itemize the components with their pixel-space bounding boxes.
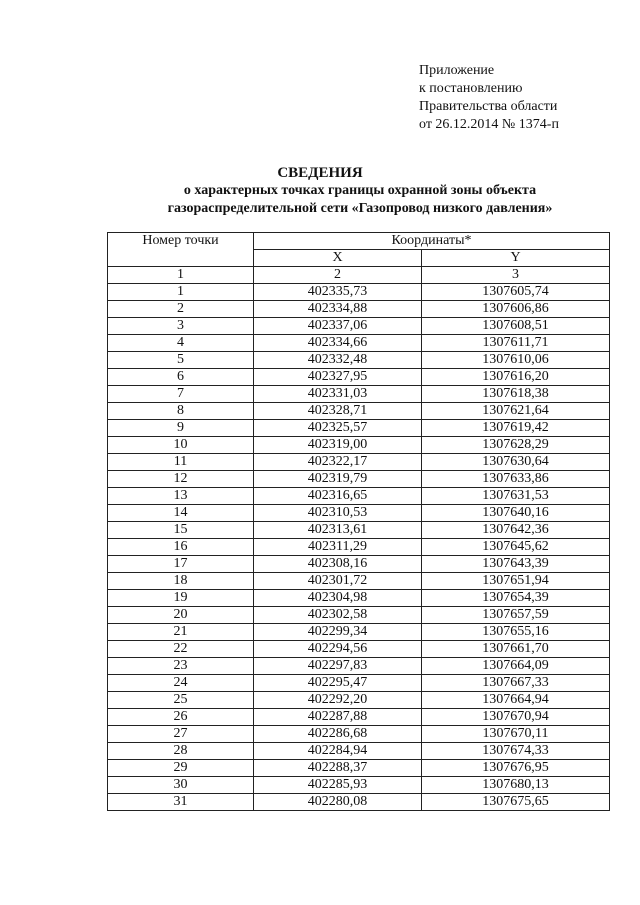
table-row [108,590,610,607]
table-header [108,233,610,284]
x-coordinate-cell: 402286,68 [254,726,422,743]
y-coordinate-cell: 1307676,95 [422,760,610,777]
y-coordinate-cell: 1307633,86 [422,471,610,488]
table-row [108,556,610,573]
x-coordinate-cell: 402322,17 [254,454,422,471]
y-coordinate-cell: 1307611,71 [422,335,610,352]
x-coordinate-cell: 402288,37 [254,760,422,777]
y-coordinate-cell: 1307628,29 [422,437,610,454]
point-number-cell: 6 [108,369,254,386]
table-row [108,675,610,692]
x-coordinate-cell: 402297,83 [254,658,422,675]
table-row [108,760,610,777]
x-coordinate-cell: 402280,08 [254,794,422,811]
x-coordinate-cell: 402302,58 [254,607,422,624]
table-row [108,692,610,709]
point-number-cell: 30 [108,777,254,794]
point-number-cell: 25 [108,692,254,709]
table-row [108,777,610,794]
table-row [108,709,610,726]
table-row [108,505,610,522]
appendix-reference [419,62,559,134]
point-number-cell: 22 [108,641,254,658]
y-coordinate-cell: 1307667,33 [422,675,610,692]
table-row [108,386,610,403]
x-coordinate-cell: 402299,34 [254,624,422,641]
point-number-cell: 18 [108,573,254,590]
x-coordinate-cell: 402285,93 [254,777,422,794]
point-number-cell: 16 [108,539,254,556]
table-row [108,454,610,471]
x-coordinate-cell: 402310,53 [254,505,422,522]
column-numbering-row [108,267,610,284]
table-row [108,539,610,556]
x-coordinate-cell: 402294,56 [254,641,422,658]
header-coordinates: Координаты* [254,233,610,250]
x-coordinate-cell: 402335,73 [254,284,422,301]
table-row [108,284,610,301]
table-row [108,318,610,335]
table-row [108,471,610,488]
y-coordinate-cell: 1307643,39 [422,556,610,573]
point-number-cell: 29 [108,760,254,777]
table-row [108,437,610,454]
y-coordinate-cell: 1307619,42 [422,420,610,437]
y-coordinate-cell: 1307605,74 [422,284,610,301]
table-row [108,624,610,641]
table-row [108,573,610,590]
point-number-cell: 8 [108,403,254,420]
x-coordinate-cell: 402332,48 [254,352,422,369]
point-number-cell: 2 [108,301,254,318]
x-coordinate-cell: 402334,66 [254,335,422,352]
header-x: X [254,250,422,267]
x-coordinate-cell: 402316,65 [254,488,422,505]
point-number-cell: 7 [108,386,254,403]
point-number-cell: 17 [108,556,254,573]
table-row [108,522,610,539]
y-coordinate-cell: 1307674,33 [422,743,610,760]
x-coordinate-cell: 402319,00 [254,437,422,454]
table-row [108,403,610,420]
point-number-cell: 5 [108,352,254,369]
y-coordinate-cell: 1307670,94 [422,709,610,726]
y-coordinate-cell: 1307631,53 [422,488,610,505]
x-coordinate-cell: 402287,88 [254,709,422,726]
table-row [108,794,610,811]
table-body [108,284,610,811]
x-coordinate-cell: 402284,94 [254,743,422,760]
x-coordinate-cell: 402319,79 [254,471,422,488]
y-coordinate-cell: 1307642,36 [422,522,610,539]
point-number-cell: 24 [108,675,254,692]
y-coordinate-cell: 1307645,62 [422,539,610,556]
table-row [108,488,610,505]
y-coordinate-cell: 1307661,70 [422,641,610,658]
y-coordinate-cell: 1307618,38 [422,386,610,403]
table-row [108,743,610,760]
y-coordinate-cell: 1307675,65 [422,794,610,811]
y-coordinate-cell: 1307670,11 [422,726,610,743]
column-number: 2 [254,267,422,284]
y-coordinate-cell: 1307664,09 [422,658,610,675]
point-number-cell: 27 [108,726,254,743]
x-coordinate-cell: 402313,61 [254,522,422,539]
coordinates-table [107,232,610,811]
point-number-cell: 9 [108,420,254,437]
header-row [108,233,610,250]
y-coordinate-cell: 1307621,64 [422,403,610,420]
document-subtitle [0,182,640,218]
table-row [108,301,610,318]
column-number: 1 [108,267,254,284]
x-coordinate-cell: 402331,03 [254,386,422,403]
y-coordinate-cell: 1307680,13 [422,777,610,794]
point-number-cell: 15 [108,522,254,539]
subtitle-line: о характерных точках границы охранной зоны объекта [183,183,537,198]
appendix-line: Правительства области [419,99,558,114]
point-number-cell: 14 [108,505,254,522]
point-number-cell: 11 [108,454,254,471]
table-row [108,641,610,658]
y-coordinate-cell: 1307657,59 [422,607,610,624]
point-number-cell: 13 [108,488,254,505]
x-coordinate-cell: 402295,47 [254,675,422,692]
table-row [108,658,610,675]
y-coordinate-cell: 1307654,39 [422,590,610,607]
appendix-line: к постановлению [419,81,523,96]
appendix-line: от 26.12.2014 № 1374-п [419,117,559,132]
column-number: 3 [422,267,610,284]
point-number-cell: 4 [108,335,254,352]
y-coordinate-cell: 1307651,94 [422,573,610,590]
x-coordinate-cell: 402337,06 [254,318,422,335]
header-point-number: Номер точки [108,233,254,267]
table-row [108,352,610,369]
subtitle-line: газораспределительной сети «Газопровод низкого давления» [167,201,553,216]
point-number-cell: 26 [108,709,254,726]
point-number-cell: 10 [108,437,254,454]
appendix-line: Приложение [419,63,495,78]
x-coordinate-cell: 402327,95 [254,369,422,386]
point-number-cell: 28 [108,743,254,760]
x-coordinate-cell: 402325,57 [254,420,422,437]
y-coordinate-cell: 1307655,16 [422,624,610,641]
point-number-cell: 23 [108,658,254,675]
table-row [108,726,610,743]
y-coordinate-cell: 1307630,64 [422,454,610,471]
point-number-cell: 20 [108,607,254,624]
point-number-cell: 31 [108,794,254,811]
y-coordinate-cell: 1307608,51 [422,318,610,335]
y-coordinate-cell: 1307640,16 [422,505,610,522]
table-row [108,369,610,386]
table-row [108,607,610,624]
table-row [108,335,610,352]
x-coordinate-cell: 402328,71 [254,403,422,420]
x-coordinate-cell: 402292,20 [254,692,422,709]
header-y: Y [422,250,610,267]
point-number-cell: 3 [108,318,254,335]
x-coordinate-cell: 402304,98 [254,590,422,607]
point-number-cell: 19 [108,590,254,607]
point-number-cell: 21 [108,624,254,641]
x-coordinate-cell: 402334,88 [254,301,422,318]
y-coordinate-cell: 1307606,86 [422,301,610,318]
point-number-cell: 1 [108,284,254,301]
y-coordinate-cell: 1307610,06 [422,352,610,369]
y-coordinate-cell: 1307616,20 [422,369,610,386]
point-number-cell: 12 [108,471,254,488]
y-coordinate-cell: 1307664,94 [422,692,610,709]
x-coordinate-cell: 402311,29 [254,539,422,556]
x-coordinate-cell: 402308,16 [254,556,422,573]
x-coordinate-cell: 402301,72 [254,573,422,590]
table-row [108,420,610,437]
document-title: СВЕДЕНИЯ [277,165,363,181]
